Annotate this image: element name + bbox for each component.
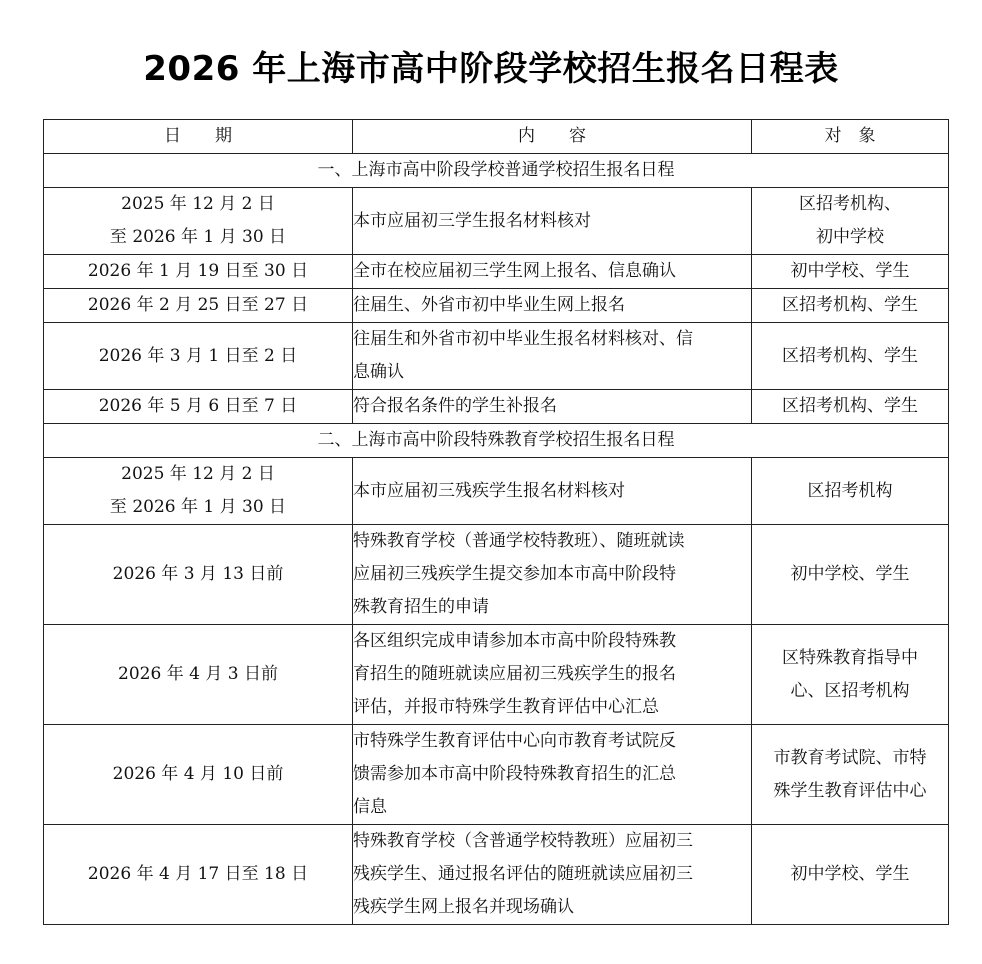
date-cell bbox=[44, 625, 353, 725]
table-row bbox=[44, 323, 949, 390]
target-cell-line: 区招考机构、学生 bbox=[782, 345, 918, 366]
header-content: 内 容 bbox=[353, 120, 752, 154]
target-cell bbox=[752, 625, 949, 725]
target-cell-line: 区招考机构 bbox=[807, 480, 893, 501]
content-cell-line: 特殊教育学校（普通学校特教班）、随班就读 bbox=[353, 531, 685, 551]
content-cell bbox=[353, 725, 752, 825]
content-cell-line: 符合报名条件的学生补报名 bbox=[353, 396, 557, 416]
date-cell-line: 至 2026 年 1 月 30 日 bbox=[109, 497, 287, 517]
section-heading: 一、上海市高中阶段学校普通学校招生报名日程 bbox=[44, 154, 949, 188]
content-cell-line: 残疾学生、通过报名评估的随班就读应届初三 bbox=[353, 864, 693, 884]
table-body bbox=[44, 154, 949, 925]
target-cell bbox=[752, 188, 949, 255]
target-cell-line: 区招考机构、学生 bbox=[782, 396, 918, 416]
target-cell-line: 殊学生教育评估中心 bbox=[773, 780, 927, 801]
content-cell bbox=[353, 323, 752, 390]
table-row bbox=[44, 255, 949, 289]
table-row bbox=[44, 725, 949, 825]
target-cell-line: 区特殊教育指导中 bbox=[782, 647, 918, 668]
content-cell bbox=[353, 625, 752, 725]
content-cell-line: 育招生的随班就读应届初三残疾学生的报名 bbox=[353, 664, 676, 684]
date-cell-line: 2026 年 3 月 1 日至 2 日 bbox=[98, 345, 298, 366]
target-cell-line: 区招考机构、 bbox=[799, 194, 901, 214]
header-target: 对 象 bbox=[752, 120, 949, 154]
target-cell-line: 市教育考试院、市特 bbox=[773, 747, 927, 768]
content-cell bbox=[353, 525, 752, 625]
table-row bbox=[44, 289, 949, 323]
content-cell-line: 残疾学生网上报名并现场确认 bbox=[353, 897, 574, 917]
target-cell-line: 区招考机构、学生 bbox=[782, 295, 918, 315]
target-cell bbox=[752, 725, 949, 825]
date-cell bbox=[44, 725, 353, 825]
date-cell bbox=[44, 188, 353, 255]
date-cell-line: 2026 年 3 月 13 日前 bbox=[112, 564, 284, 584]
target-cell-line: 初中学校、学生 bbox=[790, 261, 910, 281]
header-date: 日 期 bbox=[44, 120, 353, 154]
target-cell-line: 心、区招考机构 bbox=[790, 680, 910, 701]
table-header-row bbox=[44, 120, 949, 154]
content-cell-line: 殊教育招生的申请 bbox=[353, 597, 489, 617]
content-cell-line: 信息 bbox=[353, 797, 387, 817]
content-cell-line: 全市在校应届初三学生网上报名、信息确认 bbox=[353, 261, 676, 281]
target-cell bbox=[752, 458, 949, 525]
target-cell bbox=[752, 255, 949, 289]
content-cell-line: 馈需参加本市高中阶段特殊教育招生的汇总 bbox=[353, 764, 676, 784]
content-cell bbox=[353, 188, 752, 255]
target-cell-line: 初中学校、学生 bbox=[790, 864, 910, 884]
section-heading-row bbox=[44, 424, 949, 458]
content-cell-line: 本市应届初三残疾学生报名材料核对 bbox=[353, 480, 625, 501]
date-cell-line: 2025 年 12 月 2 日 bbox=[121, 464, 275, 484]
content-cell bbox=[353, 458, 752, 525]
target-cell bbox=[752, 289, 949, 323]
content-cell-line: 各区组织完成申请参加本市高中阶段特殊教 bbox=[353, 631, 676, 651]
content-cell-line: 市特殊学生教育评估中心向市教育考试院反 bbox=[353, 731, 676, 751]
date-cell bbox=[44, 825, 353, 925]
date-cell-line: 2026 年 2 月 25 日至 27 日 bbox=[87, 295, 309, 315]
target-cell-line: 初中学校、学生 bbox=[790, 564, 910, 584]
content-cell-line: 评估，并报市特殊学生教育评估中心汇总 bbox=[353, 697, 659, 717]
date-cell-line: 2026 年 4 月 3 日前 bbox=[118, 664, 278, 684]
content-cell-line: 特殊教育学校（含普通学校特教班）应届初三 bbox=[353, 831, 693, 851]
content-cell-line: 往届生、外省市初中毕业生网上报名 bbox=[353, 295, 625, 315]
date-cell bbox=[44, 458, 353, 525]
date-cell-line: 至 2026 年 1 月 30 日 bbox=[109, 227, 287, 247]
content-cell-line: 息确认 bbox=[353, 362, 404, 382]
table-row bbox=[44, 825, 949, 925]
target-cell bbox=[752, 323, 949, 390]
target-cell bbox=[752, 525, 949, 625]
target-cell bbox=[752, 825, 949, 925]
table-row bbox=[44, 188, 949, 255]
page-title: 2026 年上海市高中阶段学校招生报名日程表 bbox=[143, 49, 839, 89]
table-row bbox=[44, 525, 949, 625]
content-cell bbox=[353, 825, 752, 925]
target-cell-line: 初中学校 bbox=[816, 227, 884, 247]
content-cell-line: 往届生和外省市初中毕业生报名材料核对、信 bbox=[353, 329, 693, 349]
date-cell-line: 2026 年 4 月 17 日至 18 日 bbox=[87, 864, 309, 884]
section-heading: 二、上海市高中阶段特殊教育学校招生报名日程 bbox=[44, 424, 949, 458]
section-heading-row bbox=[44, 154, 949, 188]
date-cell-line: 2025 年 12 月 2 日 bbox=[121, 194, 275, 214]
date-cell bbox=[44, 390, 353, 424]
table-row bbox=[44, 625, 949, 725]
date-cell-line: 2026 年 5 月 6 日至 7 日 bbox=[98, 396, 298, 416]
table-row bbox=[44, 390, 949, 424]
date-cell bbox=[44, 289, 353, 323]
table-row bbox=[44, 458, 949, 525]
date-cell bbox=[44, 323, 353, 390]
target-cell bbox=[752, 390, 949, 424]
content-cell bbox=[353, 390, 752, 424]
date-cell bbox=[44, 255, 353, 289]
date-cell-line: 2026 年 1 月 19 日至 30 日 bbox=[87, 261, 309, 281]
date-cell bbox=[44, 525, 353, 625]
schedule-table bbox=[43, 119, 949, 925]
content-cell-line: 应届初三残疾学生提交参加本市高中阶段特 bbox=[353, 564, 676, 584]
content-cell bbox=[353, 289, 752, 323]
content-cell bbox=[353, 255, 752, 289]
date-cell-line: 2026 年 4 月 10 日前 bbox=[112, 764, 284, 784]
content-cell-line: 本市应届初三学生报名材料核对 bbox=[353, 210, 591, 231]
